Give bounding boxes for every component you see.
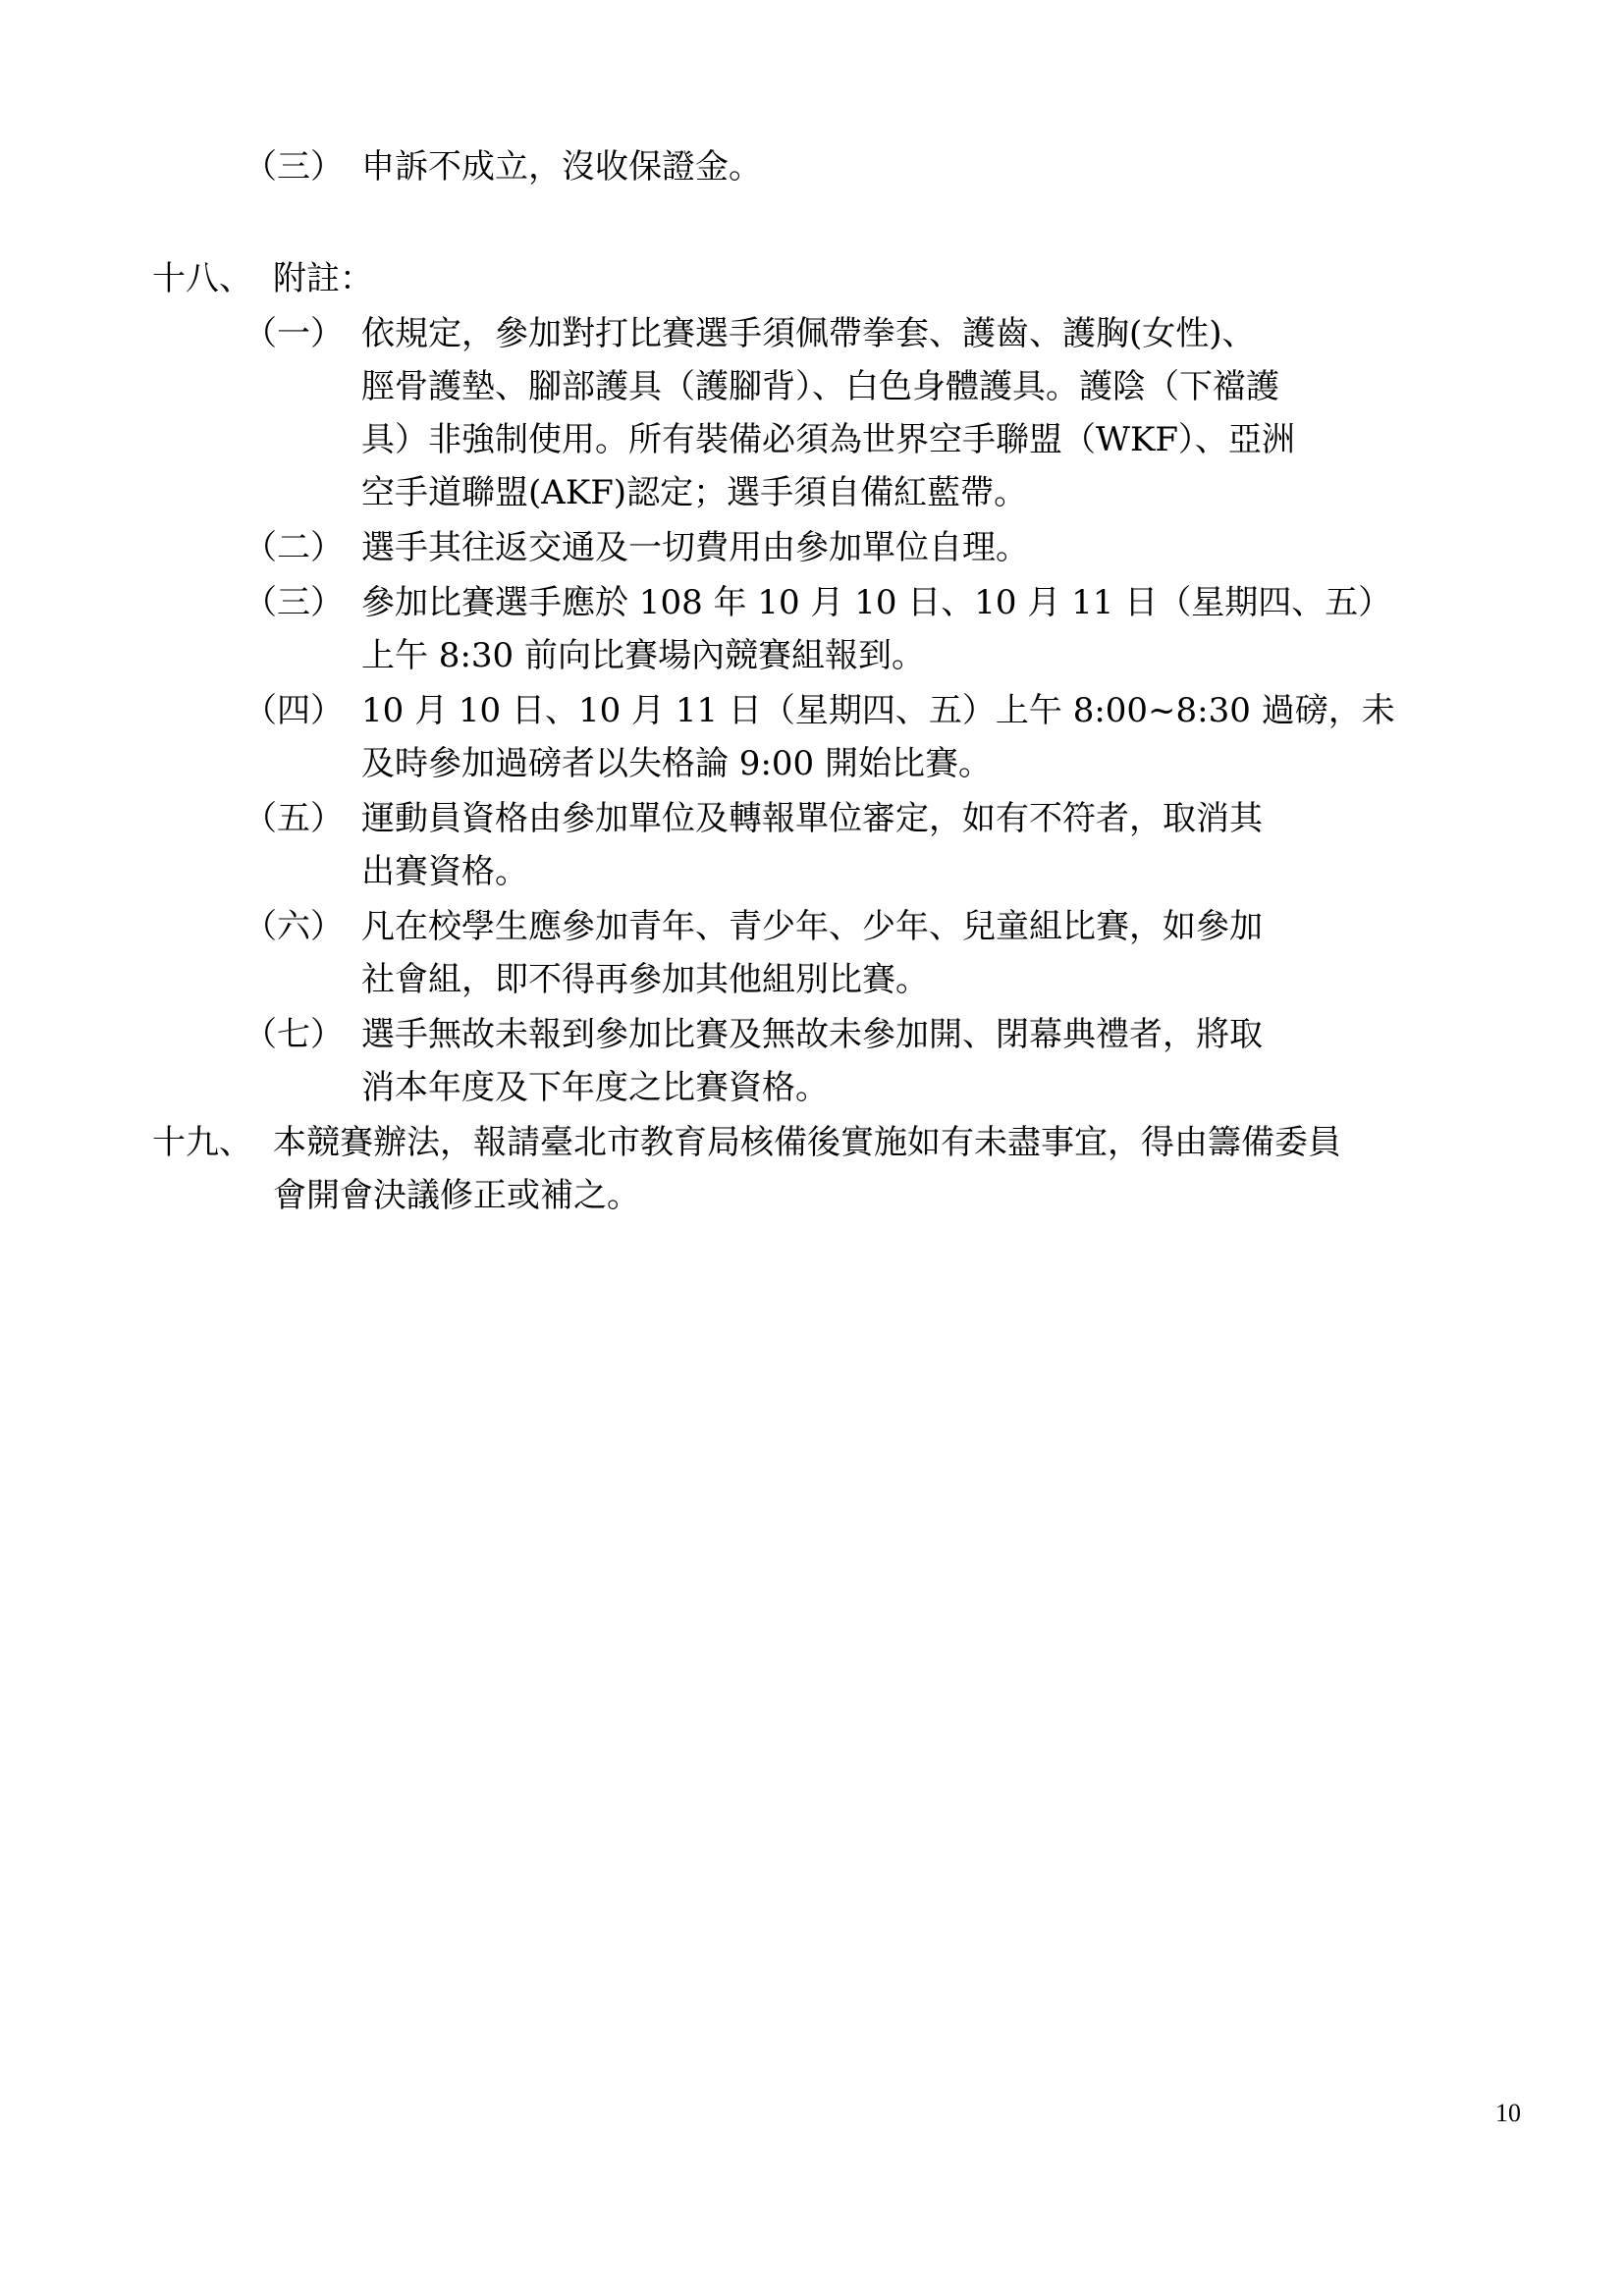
item-18-2-marker: （二） bbox=[244, 528, 344, 567]
item-18-4-line-1: 10 月 10 日、10 月 11 日（星期四、五）上午 8:00~8:30 過磅，未 bbox=[361, 691, 1395, 730]
item-18-7-line-1: 選手無故未報到參加比賽及無故未參加開、閉幕典禮者，將取 bbox=[361, 1015, 1263, 1054]
item-18-marker: 十八、 bbox=[152, 259, 252, 298]
item-19-line-1: 本競賽辦法，報請臺北市教育局核備後實施如有未盡事宜，得由籌備委員 bbox=[273, 1123, 1341, 1162]
item-18-2-line-1: 選手其往返交通及一切費用由參加單位自理。 bbox=[361, 528, 1029, 567]
page-number: 10 bbox=[1495, 2099, 1521, 2127]
item-18-1-line-2: 脛骨護墊、腳部護具（護腳背）、白色身體護具。護陰（下襠護 bbox=[361, 367, 1279, 406]
item-18-5-line-2: 出賽資格。 bbox=[361, 852, 528, 891]
item-18-1-marker: （一） bbox=[244, 314, 344, 353]
item-18-5-marker: （五） bbox=[244, 799, 344, 838]
item-18-6-line-2: 社會組，即不得再參加其他組別比賽。 bbox=[361, 960, 929, 999]
item-19-line-2: 會開會決議修正或補之。 bbox=[273, 1176, 640, 1215]
item-18-6-line-1: 凡在校學生應參加青年、青少年、少年、兒童組比賽，如參加 bbox=[361, 907, 1263, 946]
item-18-1-line-1: 依規定，參加對打比賽選手須佩帶拳套、護齒、護胸(女性)、 bbox=[361, 314, 1256, 353]
item-18-4-line-2: 及時參加過磅者以失格論 9:00 開始比賽。 bbox=[361, 744, 992, 783]
item-18-3-line-2: 上午 8:30 前向比賽場內競賽組報到。 bbox=[361, 636, 925, 675]
item-17-3-line-1: 申訴不成立，沒收保證金。 bbox=[361, 147, 762, 187]
item-18-4-marker: （四） bbox=[244, 691, 344, 730]
item-18-3-line-1: 參加比賽選手應於 108 年 10 月 10 日、10 月 11 日（星期四、五） bbox=[361, 583, 1392, 622]
item-18-1-line-3: 具）非強制使用。所有裝備必須為世界空手聯盟（WKF）、亞洲 bbox=[361, 420, 1295, 459]
item-18-title: 附註： bbox=[273, 259, 373, 298]
item-18-5-line-1: 運動員資格由參加單位及轉報單位審定，如有不符者，取消其 bbox=[361, 799, 1263, 838]
item-19-marker: 十九、 bbox=[152, 1123, 252, 1162]
item-17-3-marker: （三） bbox=[244, 147, 344, 187]
item-18-1-line-4: 空手道聯盟(AKF)認定；選手須自備紅藍帶。 bbox=[361, 473, 1028, 512]
item-18-7-line-2: 消本年度及下年度之比賽資格。 bbox=[361, 1068, 829, 1107]
item-18-7-marker: （七） bbox=[244, 1015, 344, 1054]
item-18-3-marker: （三） bbox=[244, 583, 344, 622]
item-18-6-marker: （六） bbox=[244, 907, 344, 946]
